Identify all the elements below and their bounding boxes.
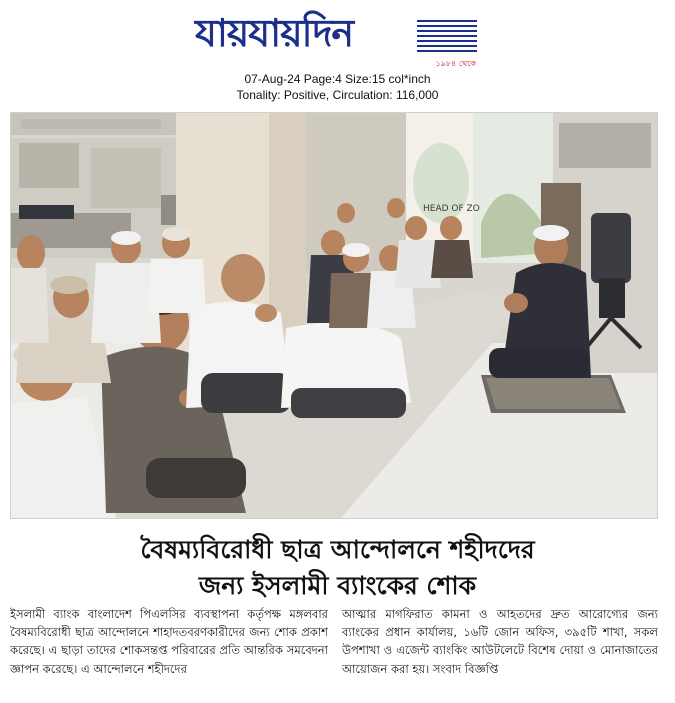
headline-line-2: জন্য ইসলামী ব্যাংকের শোক (198, 571, 477, 600)
logo-subtitle: ১৯৮৪ থেকে (435, 59, 476, 68)
newspaper-masthead (195, 8, 480, 68)
logo-stripes (417, 20, 477, 56)
banner-sign: HEAD OF ZO (423, 204, 480, 214)
clipping-meta-line1: 07-Aug-24 Page:4 Size:15 col*inch (244, 72, 431, 86)
news-photo (10, 112, 658, 519)
clipping-meta-line2: Tonality: Positive, Circulation: 116,000 (236, 88, 439, 102)
headline-line-1: বৈষম্যবিরোধী ছাত্র আন্দোলনে শহীদদের (140, 535, 535, 564)
newspaper-logo-title: যায়যায়দিন (195, 11, 354, 55)
article-body-right-column: আত্মার মাগফিরাত কামনা ও আহতদের দ্রুত আরোগ্যের জন্য ব্যাংকের প্রধান কার্যালয়, ১৬টি জোন অফিস, ৩৯৫টি শাখা, সকল উপশাখা ও এজেন্ট ব্যাংকিং আউটলেটে বিশেষ দোয়া ও মোনাজাতের আয়োজন করা হয়। সংবাদ বিজ্ঞপ্তি (342, 607, 658, 676)
article-body-left-column: ইসলামী ব্যাংক বাংলাদেশ পিএলসির ব্যবস্থাপনা কর্তৃপক্ষ মঙ্গলবার বৈষম্যবিরোধী ছাত্র আন্দোলনে শাহাদতবরণকারীদের জন্য শোক প্রকাশ করেছে। এ ছাড়া তাদের শোকসন্তপ্ত পরিবারের প্রতি আন্তরিক সমবেদনা জ্ঞাপন করেছে। এ আন্দোলনে শহীদদের (10, 607, 328, 676)
